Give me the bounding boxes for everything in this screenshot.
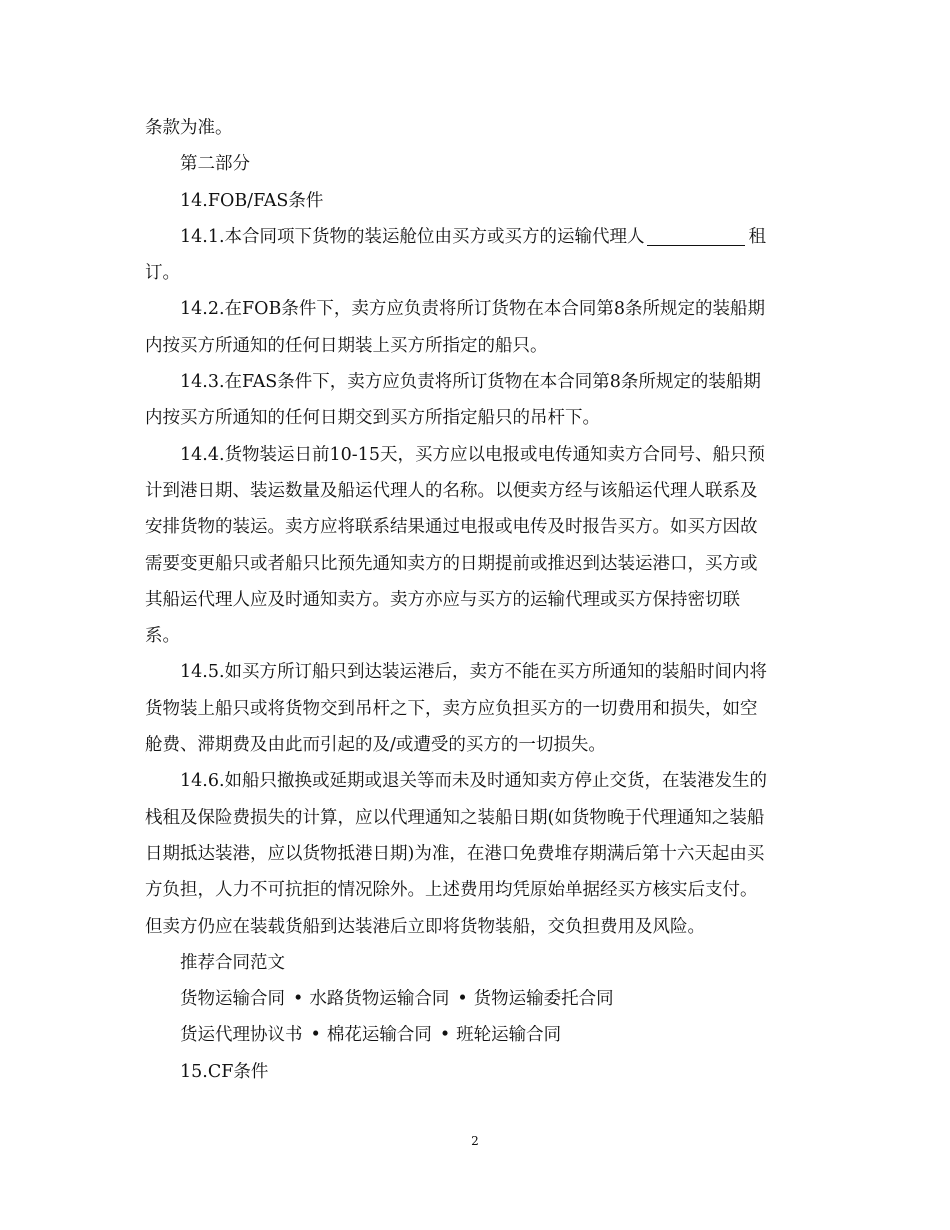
text-line: 安排货物的装运。卖方应将联系结果通过电报或电传及时报告买方。如买方因故 — [145, 517, 758, 538]
link-cargo-entrust-contract[interactable]: 货物运输委托合同 — [473, 989, 614, 1010]
text-line: 条款为准。 — [145, 118, 233, 138]
text-line: 订。 — [145, 263, 180, 284]
link-cargo-transport-contract[interactable]: 货物运输合同 — [180, 989, 285, 1010]
text-line: 需要变更船只或者船只比预先通知卖方的日期提前或推迟到达装运港口，买方或 — [145, 553, 758, 574]
separator-dot: • — [293, 989, 304, 1010]
paragraph-14-6 — [145, 763, 811, 799]
recommended-links-row-2 — [145, 1017, 811, 1053]
recommended-links-row-1 — [145, 981, 811, 1017]
paragraph-14-2-continued — [145, 328, 811, 364]
text-line: 栈租及保险费损失的计算，应以代理通知之装船日期(如货物晚于代理通知之装船 — [145, 807, 765, 828]
text-line: 14.2.在FOB条件下，卖方应负责将所订货物在本合同第8条所规定的装船期 — [180, 299, 766, 320]
link-cotton-transport-contract[interactable]: 棉花运输合同 — [326, 1025, 432, 1046]
section-15-title-text: 15.CF条件 — [180, 1061, 269, 1082]
paragraph-14-4 — [145, 437, 811, 473]
text-line: 14.3.在FAS条件下，卖方应负责将所订货物在本合同第8条所规定的装船期 — [180, 372, 761, 393]
paragraph-14-6-continued — [145, 800, 811, 945]
paragraph-14-3 — [145, 364, 811, 400]
link-liner-transport-contract[interactable]: 班轮运输合同 — [456, 1025, 562, 1046]
text-segment: 租 — [748, 226, 767, 247]
text-line: 日期抵达装港，应以货物抵港日期)为准，在港口免费堆存期满后第十六天起由买 — [145, 843, 765, 864]
recommend-heading-text: 推荐合同范文 — [180, 952, 285, 973]
text-segment: 14.1.本合同项下货物的装运舱位由买方或买方的运输代理人 — [180, 226, 645, 247]
part-heading-text: 第二部分 — [180, 154, 250, 175]
paragraph-14-3-continued — [145, 400, 811, 436]
paragraph-14-1-continued — [145, 255, 811, 291]
text-line: 14.6.如船只撤换或延期或退关等而未及时通知卖方停止交货，在装港发生的 — [180, 771, 768, 792]
paragraph-14-5 — [145, 654, 811, 690]
recommend-heading — [145, 945, 811, 981]
separator-dot: • — [457, 989, 468, 1010]
text-line: 方负担，人力不可抗拒的情况除外。上述费用均凭原始单据经买方核实后支付。 — [145, 880, 758, 901]
separator-dot: • — [439, 1025, 451, 1046]
text-line: 内按买方所通知的任何日期交到买方所指定船只的吊杆下。 — [145, 408, 600, 429]
document-body — [145, 110, 811, 1090]
text-line: 货物装上船只或将货物交到吊杆之下，卖方应负担买方的一切费用和损失，如空 — [145, 698, 758, 719]
fill-in-blank — [647, 223, 745, 246]
text-line: 其船运代理人应及时通知卖方。卖方亦应与买方的运输代理或买方保持密切联 — [145, 589, 740, 610]
text-line: 舱费、滞期费及由此而引起的及/或遭受的买方的一切损失。 — [145, 735, 606, 756]
paragraph-14-5-continued — [145, 691, 811, 764]
page-number: 2 — [471, 1134, 479, 1148]
section-14-title — [145, 183, 811, 219]
paragraph-14-4-continued — [145, 473, 811, 654]
text-line: 14.5.如买方所订船只到达装运港后，卖方不能在买方所通知的装船时间内将 — [180, 662, 768, 683]
separator-dot: • — [310, 1025, 321, 1046]
paragraph-14-2 — [145, 291, 811, 327]
text-line: 14.4.货物装运日前10-15天，买方应以电报或电传通知卖方合同号、船只预 — [180, 444, 765, 465]
text-line: 但卖方仍应在装载货船到达装港后立即将货物装船，交负担费用及风险。 — [145, 916, 705, 937]
paragraph-continuation — [145, 110, 811, 146]
part-heading — [145, 146, 811, 182]
text-line: 系。 — [145, 626, 180, 647]
text-line: 内按买方所通知的任何日期装上买方所指定的船只。 — [145, 335, 548, 356]
text-line: 计到港日期、装运数量及船运代理人的名称。以便卖方经与该船运代理人联系及 — [145, 480, 758, 501]
section-15-title — [145, 1054, 811, 1090]
section-14-title-text: 14.FOB/FAS条件 — [180, 190, 324, 211]
link-freight-agency-agreement[interactable]: 货运代理协议书 — [180, 1025, 303, 1046]
link-waterway-cargo-contract[interactable]: 水路货物运输合同 — [309, 989, 450, 1010]
paragraph-14-1 — [145, 219, 811, 255]
